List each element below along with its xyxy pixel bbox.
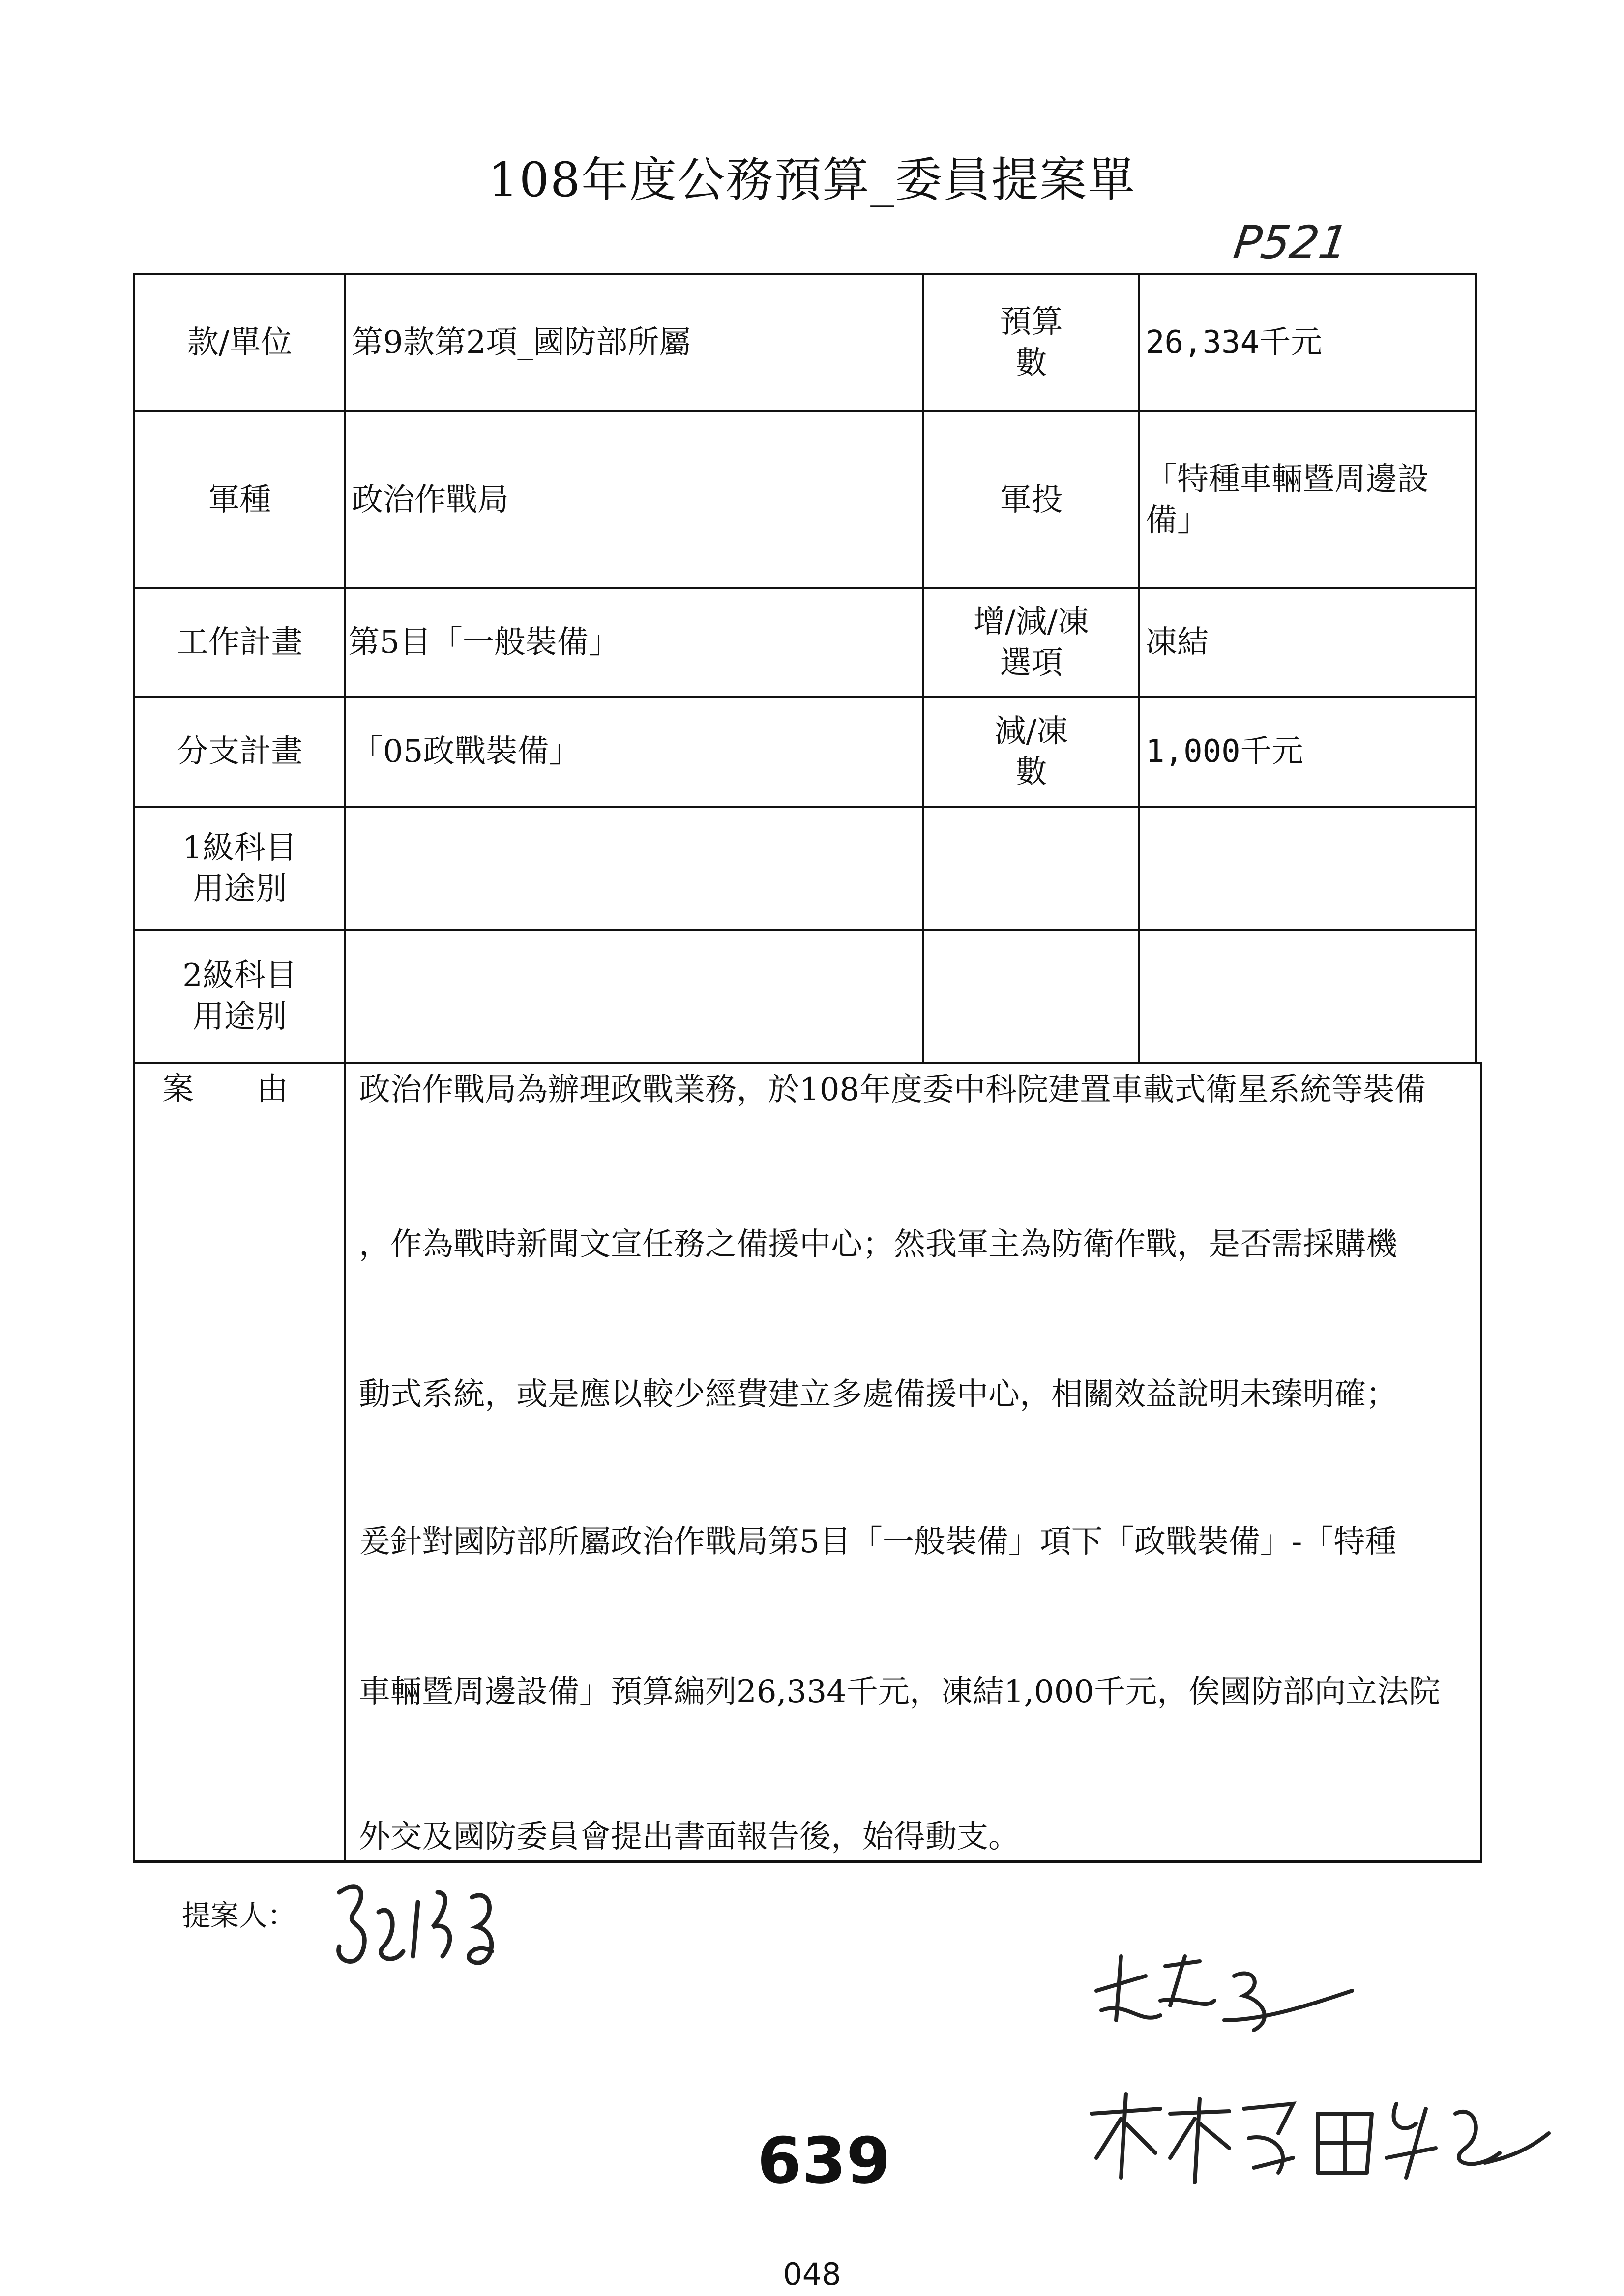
row-3-value: 第5目「一般裝備」 — [348, 624, 620, 661]
row-2-label: 軍種 — [208, 481, 271, 518]
row-5-value2 — [1146, 809, 1470, 929]
cosigner-signature-2 — [1082, 2084, 1554, 2192]
reason-line-4: 爰針對國防部所屬政治作戰局第5目「一般裝備」項下「政戰裝備」-「特種 — [359, 1524, 1397, 1560]
row-line-6 — [133, 1062, 1482, 1064]
row-3-label2: 增/減/凍 選項 — [973, 604, 1090, 681]
row-4-value: 「05政戰裝備」 — [352, 733, 581, 770]
row-2-value2: 「特種車輛暨周邊設 備」 — [1146, 461, 1429, 539]
reason-line-6: 外交及國防委員會提出書面報告後，始得動支。 — [359, 1819, 1020, 1855]
handwritten-page-code: P521 — [1230, 216, 1352, 269]
row-6-value2 — [1146, 931, 1470, 1062]
row-2-value: 政治作戰局 — [352, 481, 509, 518]
col-line-3 — [1138, 273, 1140, 1062]
reason-line-1: 政治作戰局為辦理政戰業務，於108年度委中科院建置車載式衛星系統等裝備 — [359, 1072, 1426, 1108]
row-4-label2: 減/凍 數 — [994, 713, 1068, 790]
row-2-label2: 軍投 — [1000, 481, 1063, 518]
reason-text — [359, 1069, 1470, 1856]
handwritten-number: 639 — [757, 2123, 891, 2198]
row-5-value — [352, 809, 917, 929]
row-5-label: 1級科目 用途別 — [182, 830, 297, 907]
proposer-label: 提案人： — [182, 1899, 296, 1932]
reason-label: 案 由 — [162, 1071, 288, 1107]
row-line-4 — [133, 806, 1477, 808]
page-number: 048 — [783, 2256, 841, 2292]
row-6-label2 — [924, 931, 1138, 1062]
row-1-value: 第9款第2項_國防部所屬 — [352, 324, 691, 361]
row-3-label: 工作計畫 — [177, 624, 303, 661]
reason-line-3: 動式系統，或是應以較少經費建立多處備援中心，相關效益說明未臻明確； — [359, 1376, 1397, 1413]
row-6-label: 2級科目 用途別 — [182, 958, 297, 1035]
row-1-label: 款/單位 — [187, 324, 293, 361]
row-line-1 — [133, 410, 1477, 412]
page-title: 108年度公務預算_委員提案單 — [488, 152, 1136, 207]
reason-line-5: 車輛暨周邊設備」預算編列26,334千元，凍結1,000千元，俟國防部向立法院 — [359, 1674, 1441, 1710]
row-4-value2: 1,000千元 — [1146, 733, 1303, 770]
col-line-2 — [922, 273, 924, 1062]
reason-line-2: ，作為戰時新聞文宣任務之備援中心；然我軍主為防衛作戰，是否需採購機 — [359, 1226, 1397, 1263]
row-4-label: 分支計畫 — [177, 733, 303, 770]
row-5-label2 — [924, 809, 1138, 929]
row-1-value2: 26,334千元 — [1146, 324, 1323, 361]
col-line-1 — [344, 273, 346, 1863]
table-border-right-bottom — [1480, 1062, 1482, 1863]
row-line-3 — [133, 696, 1477, 698]
row-line-5 — [133, 929, 1477, 931]
table-border-bottom — [133, 1860, 1482, 1863]
row-line-2 — [133, 587, 1477, 589]
cosigner-signature-1 — [1087, 1947, 1362, 2045]
table-border-right-top — [1475, 273, 1477, 1062]
proposer-signature — [325, 1873, 531, 1981]
row-3-value2: 凍結 — [1146, 624, 1209, 661]
row-6-value — [352, 931, 917, 1062]
row-1-label2: 預算 數 — [1000, 304, 1063, 381]
